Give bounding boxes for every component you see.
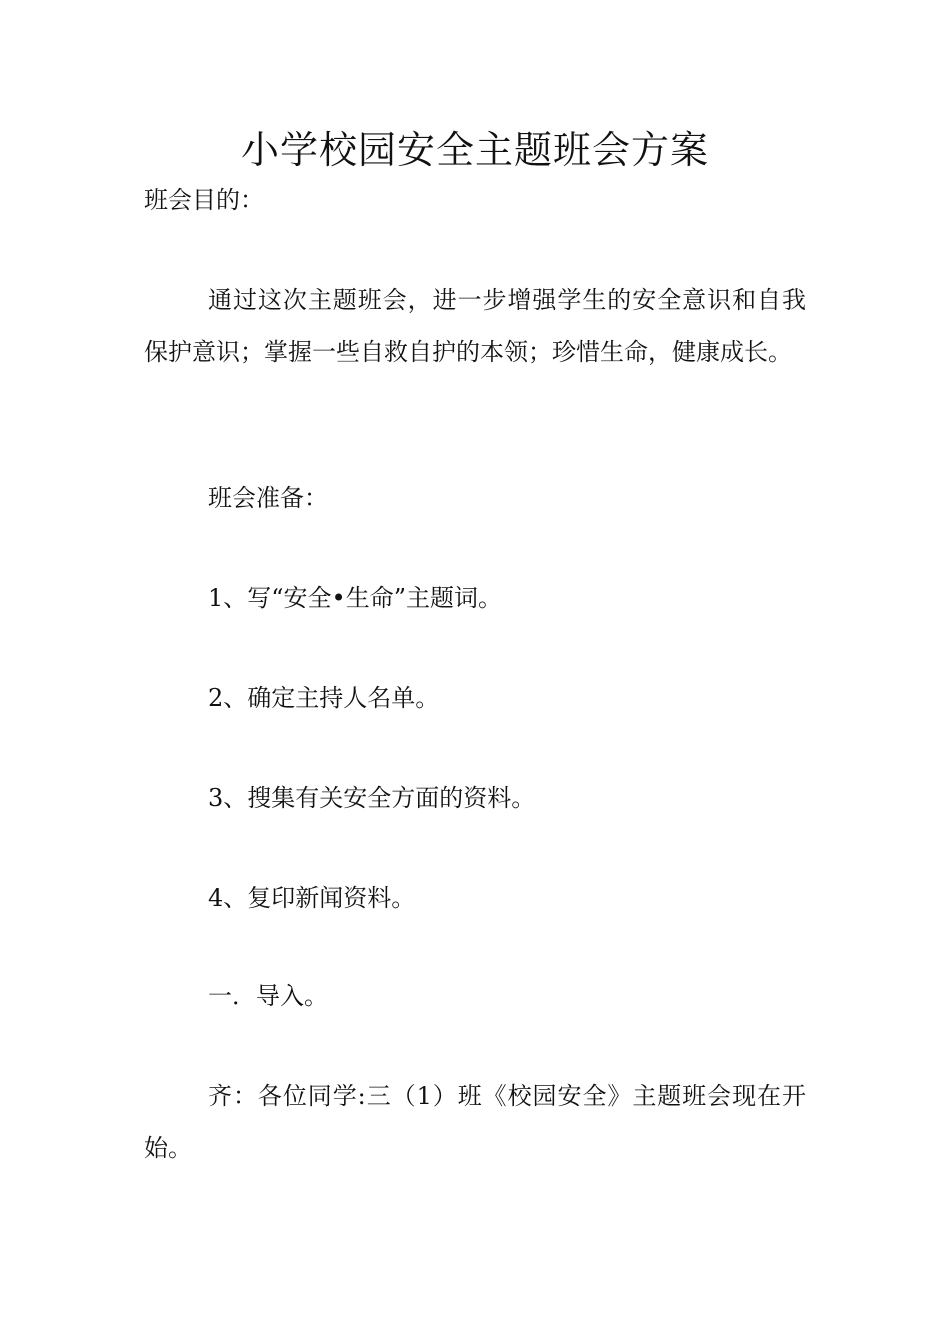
document-title: 小学校园安全主题班会方案: [240, 128, 709, 172]
prep-item: 2、确定主持人名单。: [208, 684, 440, 712]
prep-item: 4、复印新闻资料。: [208, 884, 416, 912]
prep-item: 3、搜集有关安全方面的资料。: [208, 784, 536, 812]
opening-paragraph: 齐：各位同学:三（1）班《校园安全》主题班会现在开始。: [144, 1082, 806, 1162]
section-heading-intro: 一．导入。: [208, 982, 328, 1010]
prep-item: 1、写“安全•生命”主题词。: [208, 584, 502, 612]
purpose-heading: 班会目的：: [144, 186, 264, 214]
prep-heading: 班会准备：: [208, 484, 328, 512]
purpose-paragraph: 通过这次主题班会，进一步增强学生的安全意识和自我保护意识；掌握一些自救自护的本领；珍惜生命，健康成长。: [144, 286, 806, 366]
